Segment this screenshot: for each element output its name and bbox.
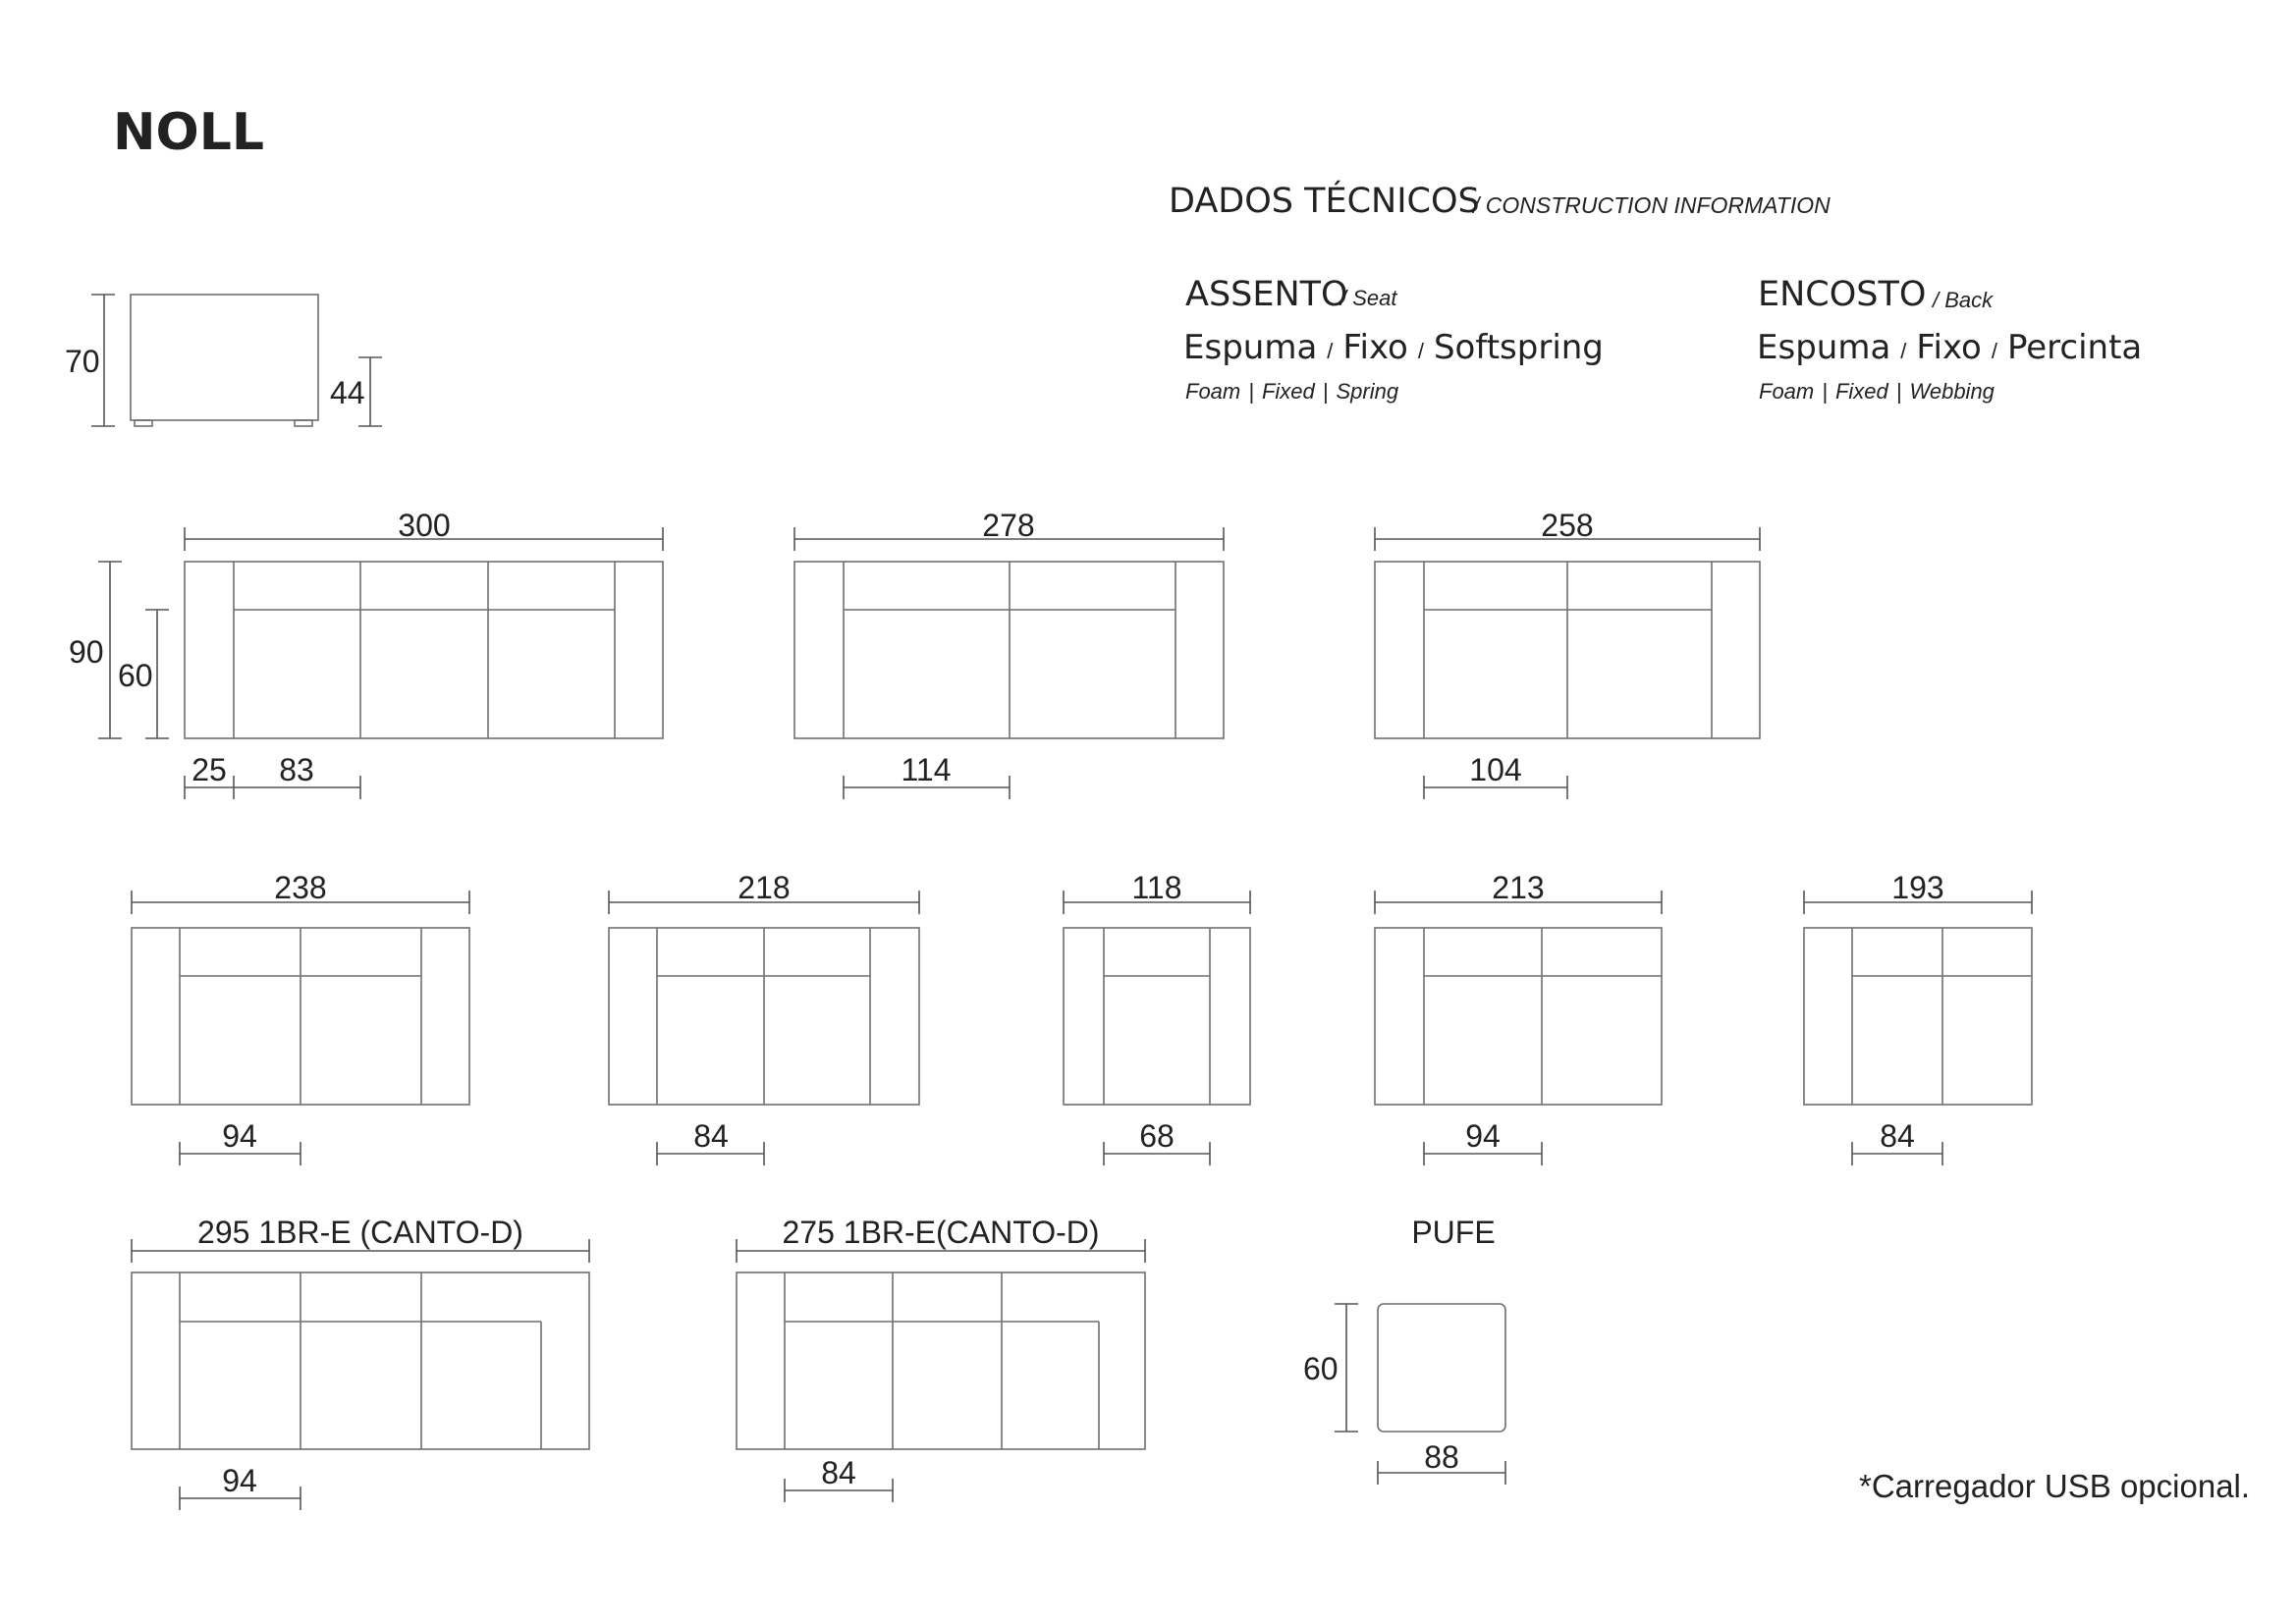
side-height-label: 70 xyxy=(65,344,100,379)
sofa-193-width-label: 193 xyxy=(1891,870,1944,905)
technical-heading: DADOS TÉCNICOS xyxy=(1169,182,1480,221)
pufe xyxy=(1303,1215,1505,1485)
sofa-300-arm-label: 25 xyxy=(191,752,227,787)
armchair-118 xyxy=(1064,870,1250,1165)
separator: / xyxy=(1991,339,1997,363)
sofa-218 xyxy=(609,870,919,1165)
side-view-foot xyxy=(135,420,152,426)
side-view-foot xyxy=(295,420,312,426)
separator: | xyxy=(1895,379,1902,404)
sofa-193-seat-label: 84 xyxy=(1880,1118,1915,1154)
seat-material-foam: Espuma xyxy=(1183,328,1318,367)
sofa-218-width-label: 218 xyxy=(738,870,791,905)
seat-label: ASSENTO xyxy=(1185,275,1348,314)
separator: | xyxy=(1822,379,1828,404)
corner-295-seat-label: 94 xyxy=(222,1463,257,1498)
back-material-en-webbing: Webbing xyxy=(1909,379,1995,404)
sofa-193 xyxy=(1804,870,2032,1165)
corner-275 xyxy=(737,1215,1145,1502)
back-material-fixed: Fixo xyxy=(1916,328,1982,367)
armchair-118-seat-label: 68 xyxy=(1139,1118,1175,1154)
back-label-en: / Back xyxy=(1933,288,1994,312)
usb-note: *Carregador USB opcional. xyxy=(1859,1468,2251,1504)
sofa-300 xyxy=(69,508,663,799)
seat-material-fixed: Fixo xyxy=(1342,328,1408,367)
sofa-278 xyxy=(794,508,1224,799)
sofa-300-height-label: 90 xyxy=(69,634,104,670)
separator: / xyxy=(1417,339,1424,363)
corner-295-width-label: 295 1BR-E (CANTO-D) xyxy=(197,1215,523,1250)
separator: / xyxy=(1900,339,1907,363)
armchair-118-width-label: 118 xyxy=(1131,870,1182,905)
sofa-218-seat-label: 84 xyxy=(693,1118,729,1154)
separator: / xyxy=(1327,339,1334,363)
side-seat-height-label: 44 xyxy=(330,375,365,410)
sofa-300-seat-label: 83 xyxy=(279,752,314,787)
sofa-258-width-label: 258 xyxy=(1541,508,1594,543)
sofa-213 xyxy=(1375,870,1662,1165)
sofa-300-seat-height-label: 60 xyxy=(118,658,153,693)
seat-material-en-foam: Foam xyxy=(1185,379,1241,404)
corner-275-seat-label: 84 xyxy=(821,1455,856,1490)
sofa-238-seat-label: 94 xyxy=(222,1118,257,1154)
back-material-foam: Espuma xyxy=(1757,328,1891,367)
separator: | xyxy=(1248,379,1254,404)
seat-material-en-fixed: Fixed xyxy=(1261,379,1315,404)
seat-label-en: / Seat xyxy=(1340,286,1397,310)
seat-material-spring: Softspring xyxy=(1433,328,1604,367)
sofa-278-seat-label: 114 xyxy=(901,752,952,787)
side-view xyxy=(65,295,382,426)
back-label: ENCOSTO xyxy=(1758,275,1927,314)
technical-heading-en: / CONSTRUCTION INFORMATION xyxy=(1473,192,1831,218)
sofa-238 xyxy=(132,870,469,1165)
side-view-body xyxy=(131,295,318,420)
sofa-213-width-label: 213 xyxy=(1492,870,1545,905)
back-material-en-fixed: Fixed xyxy=(1834,379,1888,404)
seat-material-en-spring: Spring xyxy=(1336,379,1399,404)
pufe-body xyxy=(1378,1304,1505,1432)
back-material-en-foam: Foam xyxy=(1759,379,1815,404)
sofa-258-seat-label: 104 xyxy=(1469,752,1522,787)
corner-275-width-label: 275 1BR-E(CANTO-D) xyxy=(782,1215,1100,1250)
sofa-238-width-label: 238 xyxy=(274,870,327,905)
back-material-webbing: Percinta xyxy=(2006,328,2143,367)
pufe-height-label: 60 xyxy=(1303,1351,1339,1386)
separator: | xyxy=(1322,379,1329,404)
sofa-258 xyxy=(1375,508,1760,799)
product-title: NOLL xyxy=(113,103,264,162)
sofa-278-width-label: 278 xyxy=(982,508,1035,543)
pufe-label: PUFE xyxy=(1411,1215,1496,1250)
sofa-300-width-label: 300 xyxy=(398,508,451,543)
sofa-213-seat-label: 94 xyxy=(1465,1118,1501,1154)
corner-295 xyxy=(132,1215,589,1510)
pufe-width-label: 88 xyxy=(1424,1439,1459,1475)
